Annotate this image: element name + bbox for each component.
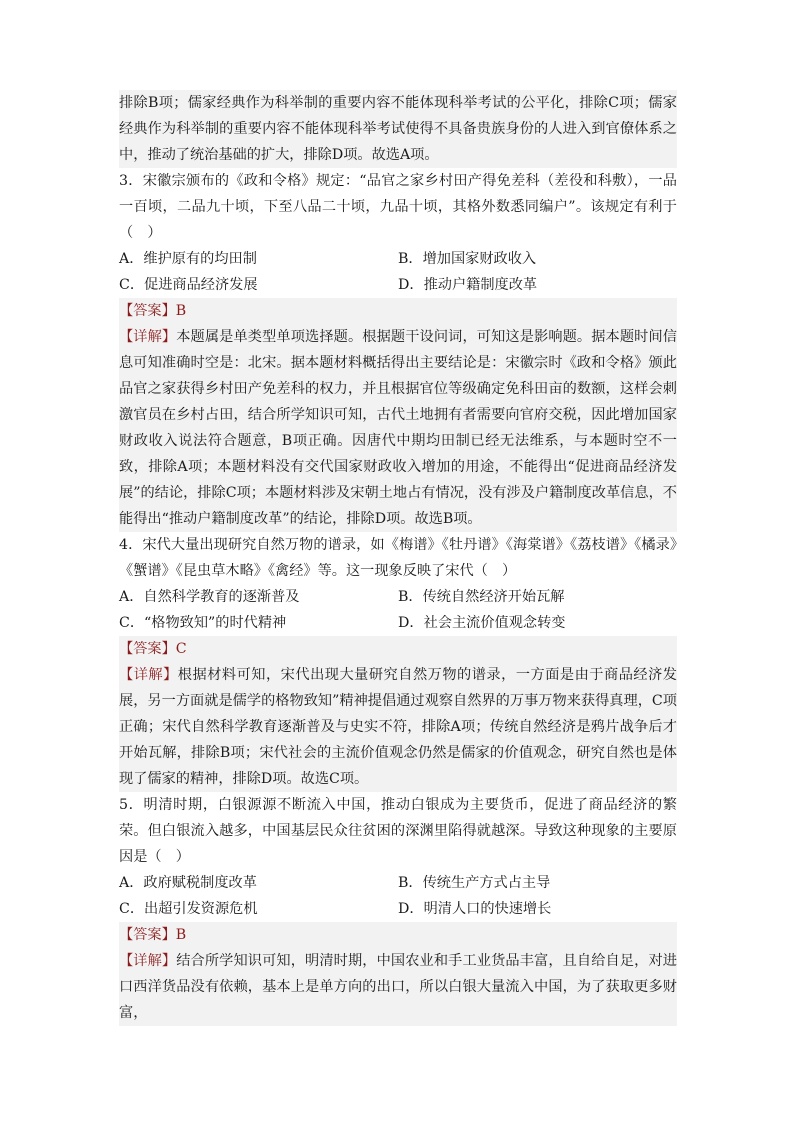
question-5 <box>119 792 677 1026</box>
option-a: A．自然科学教育的逐渐普及 <box>119 589 300 605</box>
options <box>119 584 677 636</box>
previous-explanation: 排除B项；儒家经典作为科举制的重要内容不能体现科举考试的公平化，排除C项；儒家经典作为科举制的重要内容不能体现科举考试使得不具备贵族身份的人进入到官僚体系之中，推动了统治基础的扩大，排除D项。故选A项。 <box>119 90 677 168</box>
answer-value: B <box>175 303 187 319</box>
option-b: B．传统生产方式占主导 <box>398 875 551 891</box>
detail-text: 本题属是单类型单项选择题。根据题干设问词，可知这是影响题。据本题时间信息可知准确时空是：北宋。据本题材料概括得出主要结论是：宋徽宗时《政和令格》颁此品官之家获得乡村田产免差科的权力，并且根据官位等级确定免科田亩的数额，这样会刺激官员在乡村占田，结合所学知识可知，古代土地拥有者需要向官府交税，因此增加国家财政收入说法符合题意，B项正确。因唐代中期均田制已经无法维系，与本题时空不一致，排除A项；本题材料没有交代国家财政收入增加的用途，不能得出“促进商品经济发展”的结论，排除C项；本题材料涉及宋朝土地占有情况，没有涉及户籍制度改革信息，不能得出“推动户籍制度改革”的结论，排除D项。故选B项。 <box>119 329 677 527</box>
answer-value: C <box>175 641 187 657</box>
detail-label: 【详解】 <box>119 329 177 345</box>
detail-text: 根据材料可知，宋代出现大量研究自然万物的谱录，一方面是由于商品经济发展，另一方面就是儒学的格物致知”精神提倡通过观察自然界的万事万物来获得真理，C项正确；宋代自然科学教育逐渐普及与史实不符，排除A项；传统自然经济是鸦片战争后才开始瓦解，排除B项；宋代社会的主流价值观念仍然是儒家的价值观念，研究自然也是体现了儒家的精神，排除D项。故选C项。 <box>119 667 677 787</box>
explanation <box>119 324 677 532</box>
question-stem: 3．宋徽宗颁布的《政和令格》规定：“品官之家乡村田产得免差科（差役和科敷），一品一百顷，二品九十顷，下至八品二十顷，九品十顷，其格外数悉同编户”。该规定有利于（ ） <box>119 173 677 241</box>
option-c: C．促进商品经济发展 <box>119 277 258 293</box>
question-4 <box>119 532 677 792</box>
option-c: C．出超引发资源危机 <box>119 901 258 917</box>
option-b: B．传统自然经济开始瓦解 <box>398 589 565 605</box>
question-stem: 4．宋代大量出现研究自然万物的谱录，如《梅谱》《牡丹谱》《海棠谱》《荔枝谱》《橘录》《蟹谱》《昆虫草木略》《禽经》等。这一现象反映了宋代（ ） <box>119 537 677 579</box>
option-a: A．维护原有的均田制 <box>119 251 257 267</box>
explanation <box>119 948 677 1026</box>
document-page <box>119 90 677 1026</box>
options <box>119 870 677 922</box>
answer-label: 【答案】 <box>119 927 176 943</box>
option-d: D．社会主流价值观念转变 <box>398 615 566 631</box>
option-b: B．增加国家财政收入 <box>398 251 537 267</box>
detail-label: 【详解】 <box>119 953 177 969</box>
option-a: A．政府赋税制度改革 <box>119 875 257 891</box>
answer-value: B <box>175 927 187 943</box>
option-d: D．明清人口的快速增长 <box>398 901 552 917</box>
answer-section <box>119 636 677 792</box>
detail-text: 结合所学知识可知，明清时期，中国农业和手工业货品丰富，且自给自足，对进口西洋货品没有依赖，基本上是单方向的出口，所以白银大量流入中国，为了获取更多财富， <box>119 953 677 1021</box>
question-stem: 5．明清时期，白银源源不断流入中国，推动白银成为主要货币，促进了商品经济的繁荣。但白银流入越多，中国基层民众往贫困的深渊里陷得就越深。导致这种现象的主要原因是（ ） <box>119 797 677 865</box>
options <box>119 246 677 298</box>
answer-row <box>119 636 677 662</box>
detail-label: 【详解】 <box>119 667 178 683</box>
answer-section <box>119 922 677 1026</box>
question-3 <box>119 168 677 532</box>
option-d: D．推动户籍制度改革 <box>398 277 538 293</box>
answer-section <box>119 298 677 532</box>
answer-row <box>119 922 677 948</box>
answer-row <box>119 298 677 324</box>
answer-label: 【答案】 <box>119 641 176 657</box>
explanation <box>119 662 677 792</box>
option-c: C．“格物致知”的时代精神 <box>119 615 287 631</box>
answer-label: 【答案】 <box>119 303 176 319</box>
